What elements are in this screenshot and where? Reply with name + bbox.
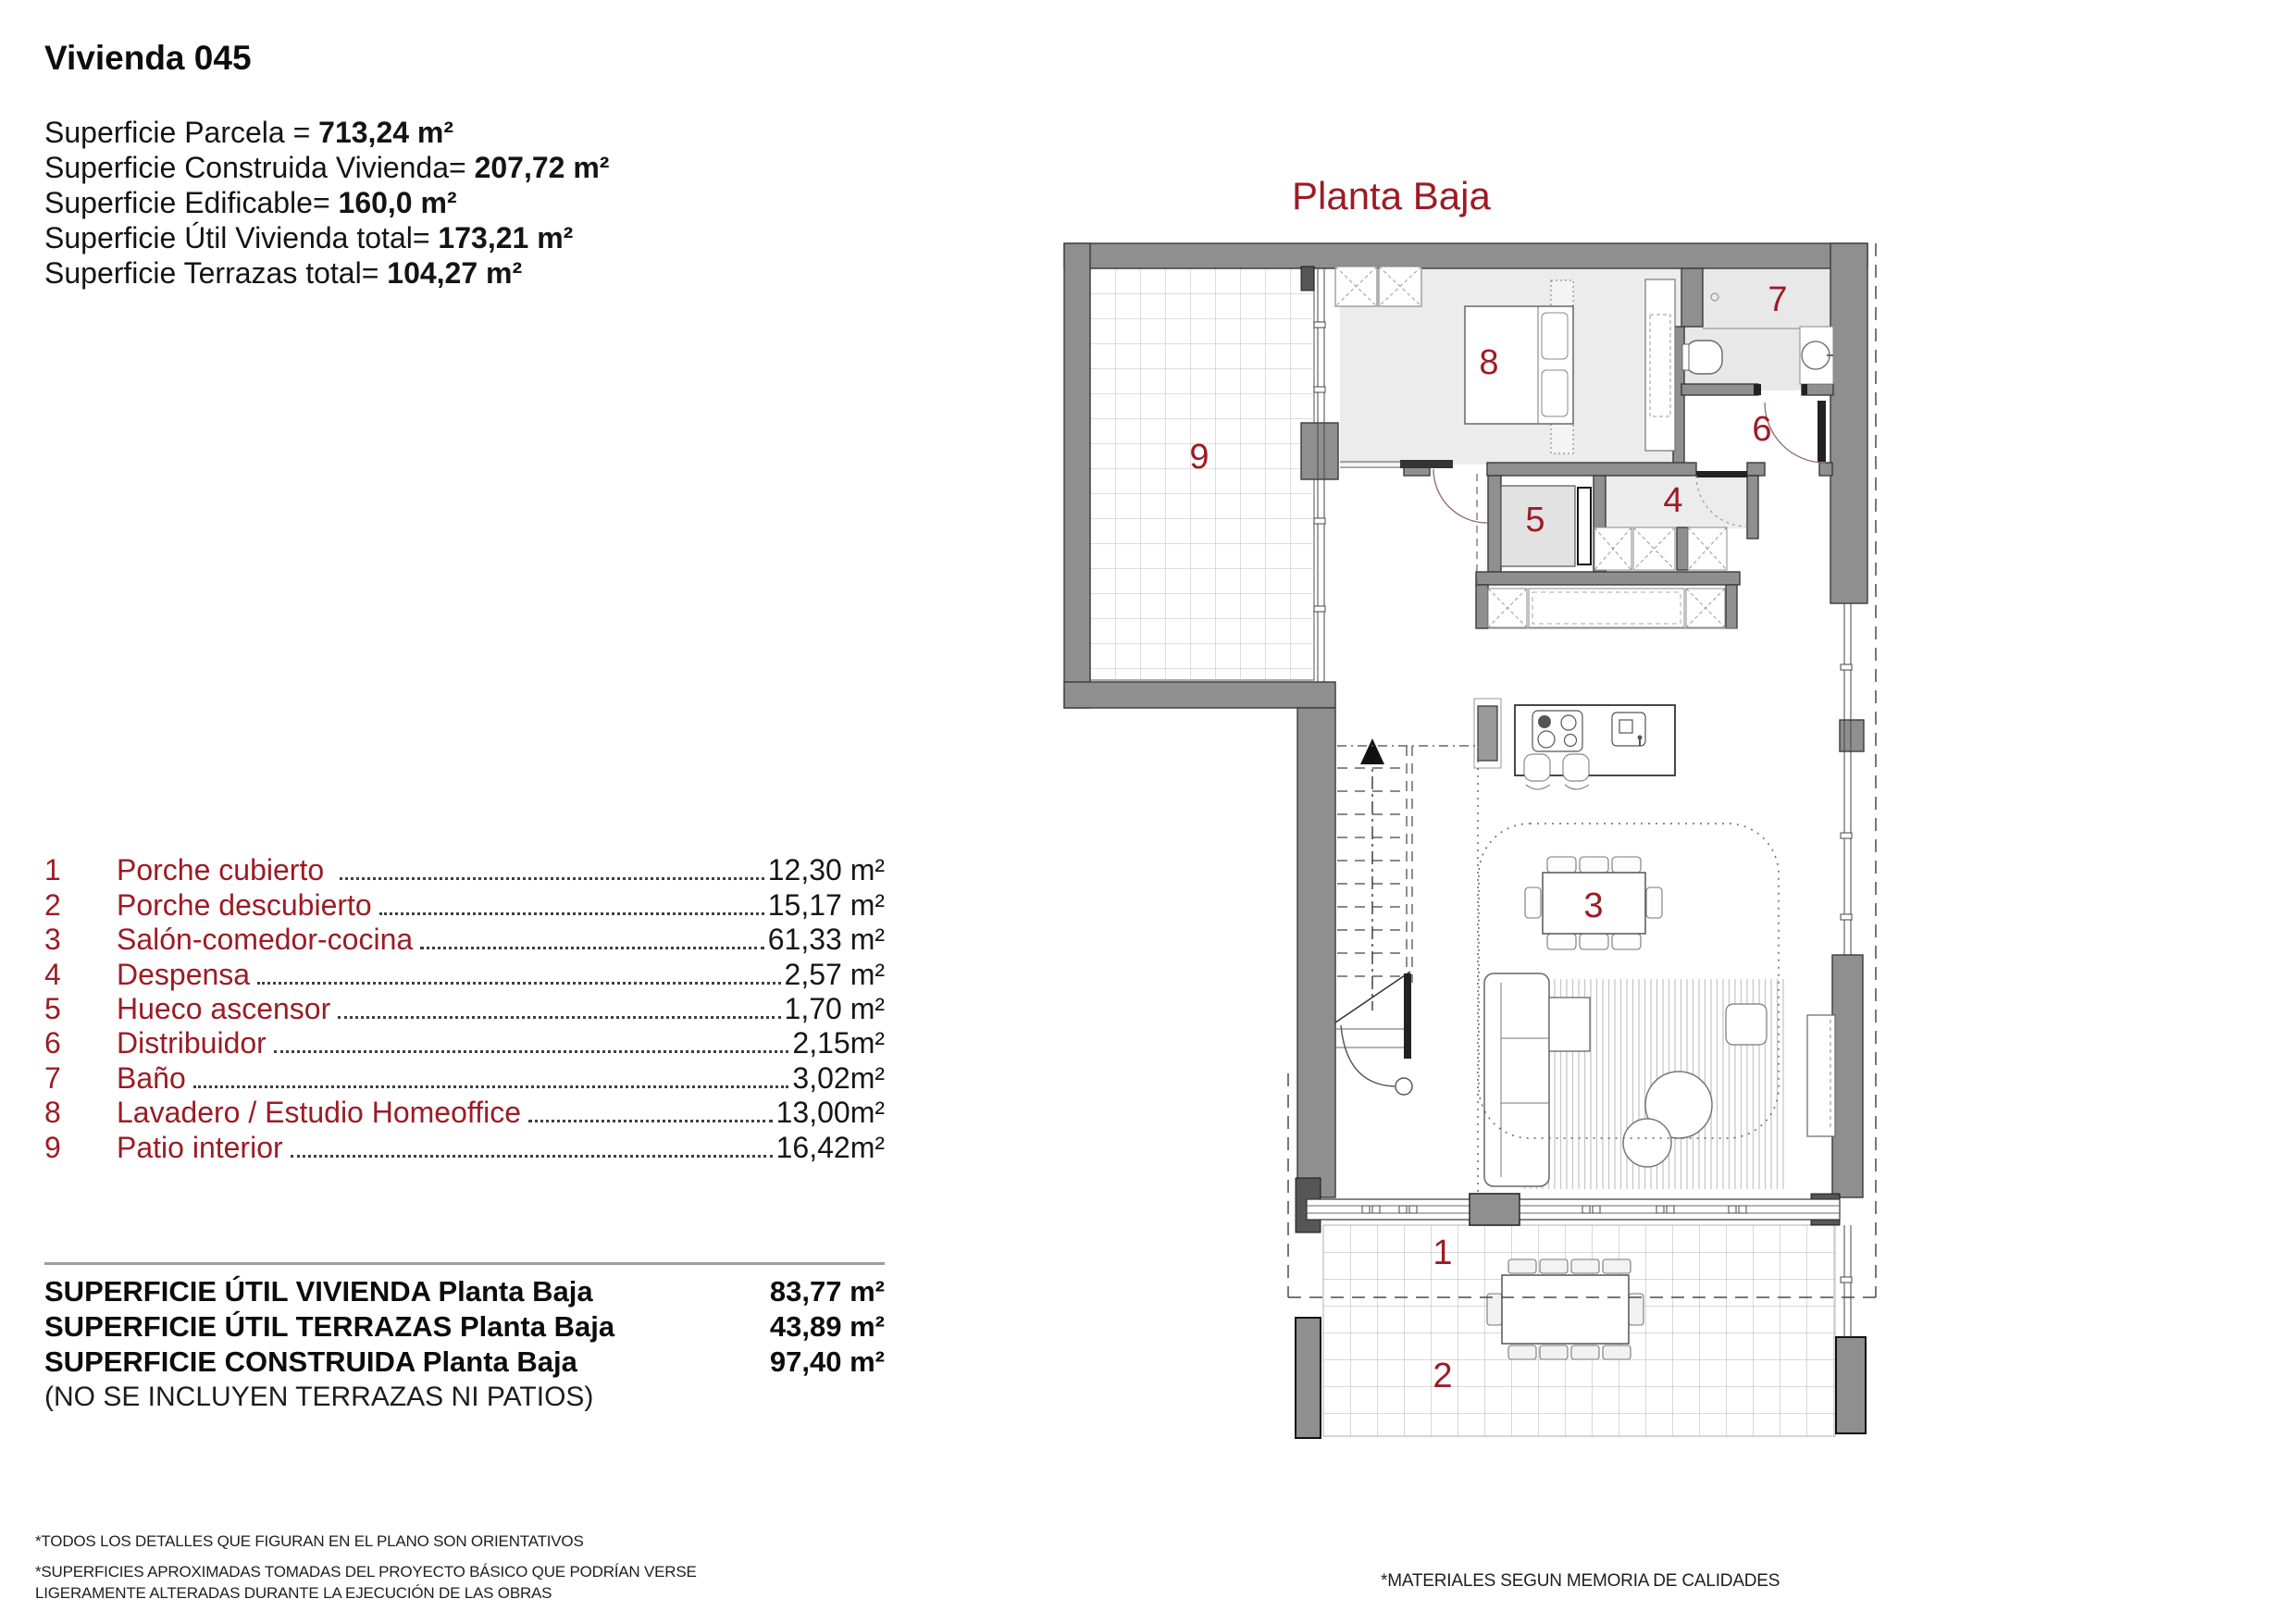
room-area: 13,00m²	[775, 1096, 885, 1130]
info-line	[44, 255, 609, 291]
dotted-leader	[274, 1050, 789, 1053]
info-label: Superficie Útil Vivienda total=	[44, 221, 439, 254]
dotted-leader	[338, 1016, 780, 1019]
info-value: 173,21 m²	[438, 221, 574, 254]
room-area: 12,30 m²	[767, 853, 885, 887]
summary-row	[44, 1309, 885, 1345]
room-area: 16,42m²	[775, 1130, 885, 1164]
room-name: Patio interior	[117, 1130, 283, 1164]
door-room6	[1765, 401, 1826, 463]
label-room-3: 3	[1583, 886, 1604, 925]
sink-icon	[1802, 341, 1830, 369]
dotted-leader	[528, 1120, 773, 1122]
room-name: Despensa	[117, 957, 251, 991]
footnote: *SUPERFICIES APROXIMADAS TOMADAS DEL PROYECTO BÁSICO QUE PODRÍAN VERSE	[35, 1563, 697, 1581]
info-line	[44, 185, 609, 220]
info-label: Superficie Terrazas total=	[44, 256, 388, 290]
kitchen-island	[1474, 699, 1675, 789]
stairs-up-arrow	[1360, 738, 1384, 764]
sink-unit-icon	[1612, 713, 1645, 746]
room-area: 2,15m²	[792, 1026, 885, 1060]
dotted-leader	[420, 947, 764, 949]
room-row	[44, 1060, 885, 1095]
dotted-leader	[379, 912, 764, 915]
materials-footnote: *MATERIALES SEGUN MEMORIA DE CALIDADES	[1381, 1571, 1780, 1591]
room-name: Porche descubierto	[117, 887, 372, 922]
summary-value: 43,89 m²	[769, 1310, 885, 1343]
washer-dryer-icons	[1335, 267, 1421, 306]
room-number: 7	[44, 1060, 61, 1095]
room-name: Baño	[117, 1060, 186, 1095]
label-room-6: 6	[1752, 410, 1772, 449]
room-number: 8	[44, 1096, 61, 1130]
info-value: 713,24 m²	[318, 116, 454, 149]
cooktop-icon	[1532, 711, 1582, 751]
room-name: Salón-comedor-cocina	[117, 923, 414, 957]
dotted-leader	[193, 1085, 789, 1088]
room-area: 2,57 m²	[784, 957, 885, 991]
room-row	[44, 1026, 885, 1060]
label-room-9: 9	[1189, 438, 1210, 477]
room-name: Hueco ascensor	[117, 991, 331, 1025]
room-legend	[44, 853, 885, 1165]
label-room-4: 4	[1663, 481, 1683, 520]
elevator	[1501, 486, 1591, 566]
info-label: Superficie Construida Vivienda=	[44, 151, 475, 184]
room-number: 1	[44, 853, 61, 887]
footnote: *TODOS LOS DETALLES QUE FIGURAN EN EL PLANO SON ORIENTATIVOS	[35, 1532, 584, 1550]
info-line	[44, 115, 609, 150]
summary-row	[44, 1274, 885, 1309]
hall-door	[1340, 460, 1487, 589]
info-value: 207,72 m²	[474, 151, 610, 184]
page-title: Vivienda 045	[44, 39, 252, 77]
summary-label: SUPERFICIE CONSTRUIDA Planta Baja	[44, 1345, 577, 1378]
kitchen-counter	[1488, 589, 1737, 628]
info-line	[44, 150, 609, 185]
porch-table	[1502, 1275, 1629, 1344]
room-name: Lavadero / Estudio Homeoffice	[117, 1096, 521, 1130]
sideboard	[1807, 1015, 1835, 1136]
dotted-leader	[291, 1155, 773, 1158]
south-window-band	[1307, 1194, 1840, 1225]
room-row	[44, 1130, 885, 1164]
summary-note: (NO SE INCLUYEN TERRAZAS NI PATIOS)	[44, 1382, 594, 1412]
room-number: 3	[44, 923, 61, 957]
surface-info-block	[44, 115, 609, 291]
room-row	[44, 853, 885, 887]
dotted-leader	[340, 877, 764, 880]
dotted-leader	[257, 982, 780, 985]
plan-title: Planta Baja	[1292, 174, 1491, 217]
room-area: 15,17 m²	[767, 887, 885, 922]
room-row	[44, 957, 885, 991]
stairs	[1335, 738, 1412, 1095]
summary-label: SUPERFICIE ÚTIL VIVIENDA Planta Baja	[44, 1275, 593, 1308]
room-number: 9	[44, 1130, 61, 1164]
label-room-7: 7	[1768, 280, 1788, 319]
room-row	[44, 1096, 885, 1130]
room-row	[44, 887, 885, 922]
room-number: 4	[44, 957, 61, 991]
info-line	[44, 220, 609, 255]
footnote: LIGERAMENTE ALTERADAS DURANTE LA EJECUCIÓN DE LAS OBRAS	[35, 1584, 552, 1602]
room-row	[44, 992, 885, 1026]
info-value: 160,0 m²	[338, 186, 457, 219]
room-area: 61,33 m²	[767, 923, 885, 957]
wardrobe	[1645, 279, 1675, 451]
label-room-8: 8	[1479, 343, 1499, 382]
summary-value: 83,77 m²	[769, 1275, 885, 1308]
pouf	[1726, 1004, 1767, 1045]
summary-label: SUPERFICIE ÚTIL TERRAZAS Planta Baja	[44, 1310, 615, 1343]
summary-block	[44, 1262, 885, 1414]
room-number: 2	[44, 887, 61, 922]
room-row	[44, 923, 885, 957]
summary-value: 97,40 m²	[769, 1345, 885, 1378]
room-name: Distribuidor	[117, 1026, 267, 1060]
room-name: Porche cubierto	[117, 853, 333, 887]
info-value: 104,27 m²	[387, 256, 523, 290]
toilet-icon	[1685, 341, 1722, 374]
room-number: 6	[44, 1026, 61, 1060]
info-label: Superficie Parcela =	[44, 116, 319, 149]
info-label: Superficie Edificable=	[44, 186, 339, 219]
summary-row	[44, 1345, 885, 1380]
room-area: 1,70 m²	[784, 991, 885, 1025]
divider-line	[44, 1262, 885, 1265]
room-area: 3,02m²	[792, 1060, 885, 1095]
room-number: 5	[44, 991, 61, 1025]
label-room-2: 2	[1433, 1357, 1453, 1395]
floor-plan	[1046, 231, 1934, 1453]
label-room-1: 1	[1433, 1233, 1453, 1272]
label-room-5: 5	[1525, 501, 1545, 539]
